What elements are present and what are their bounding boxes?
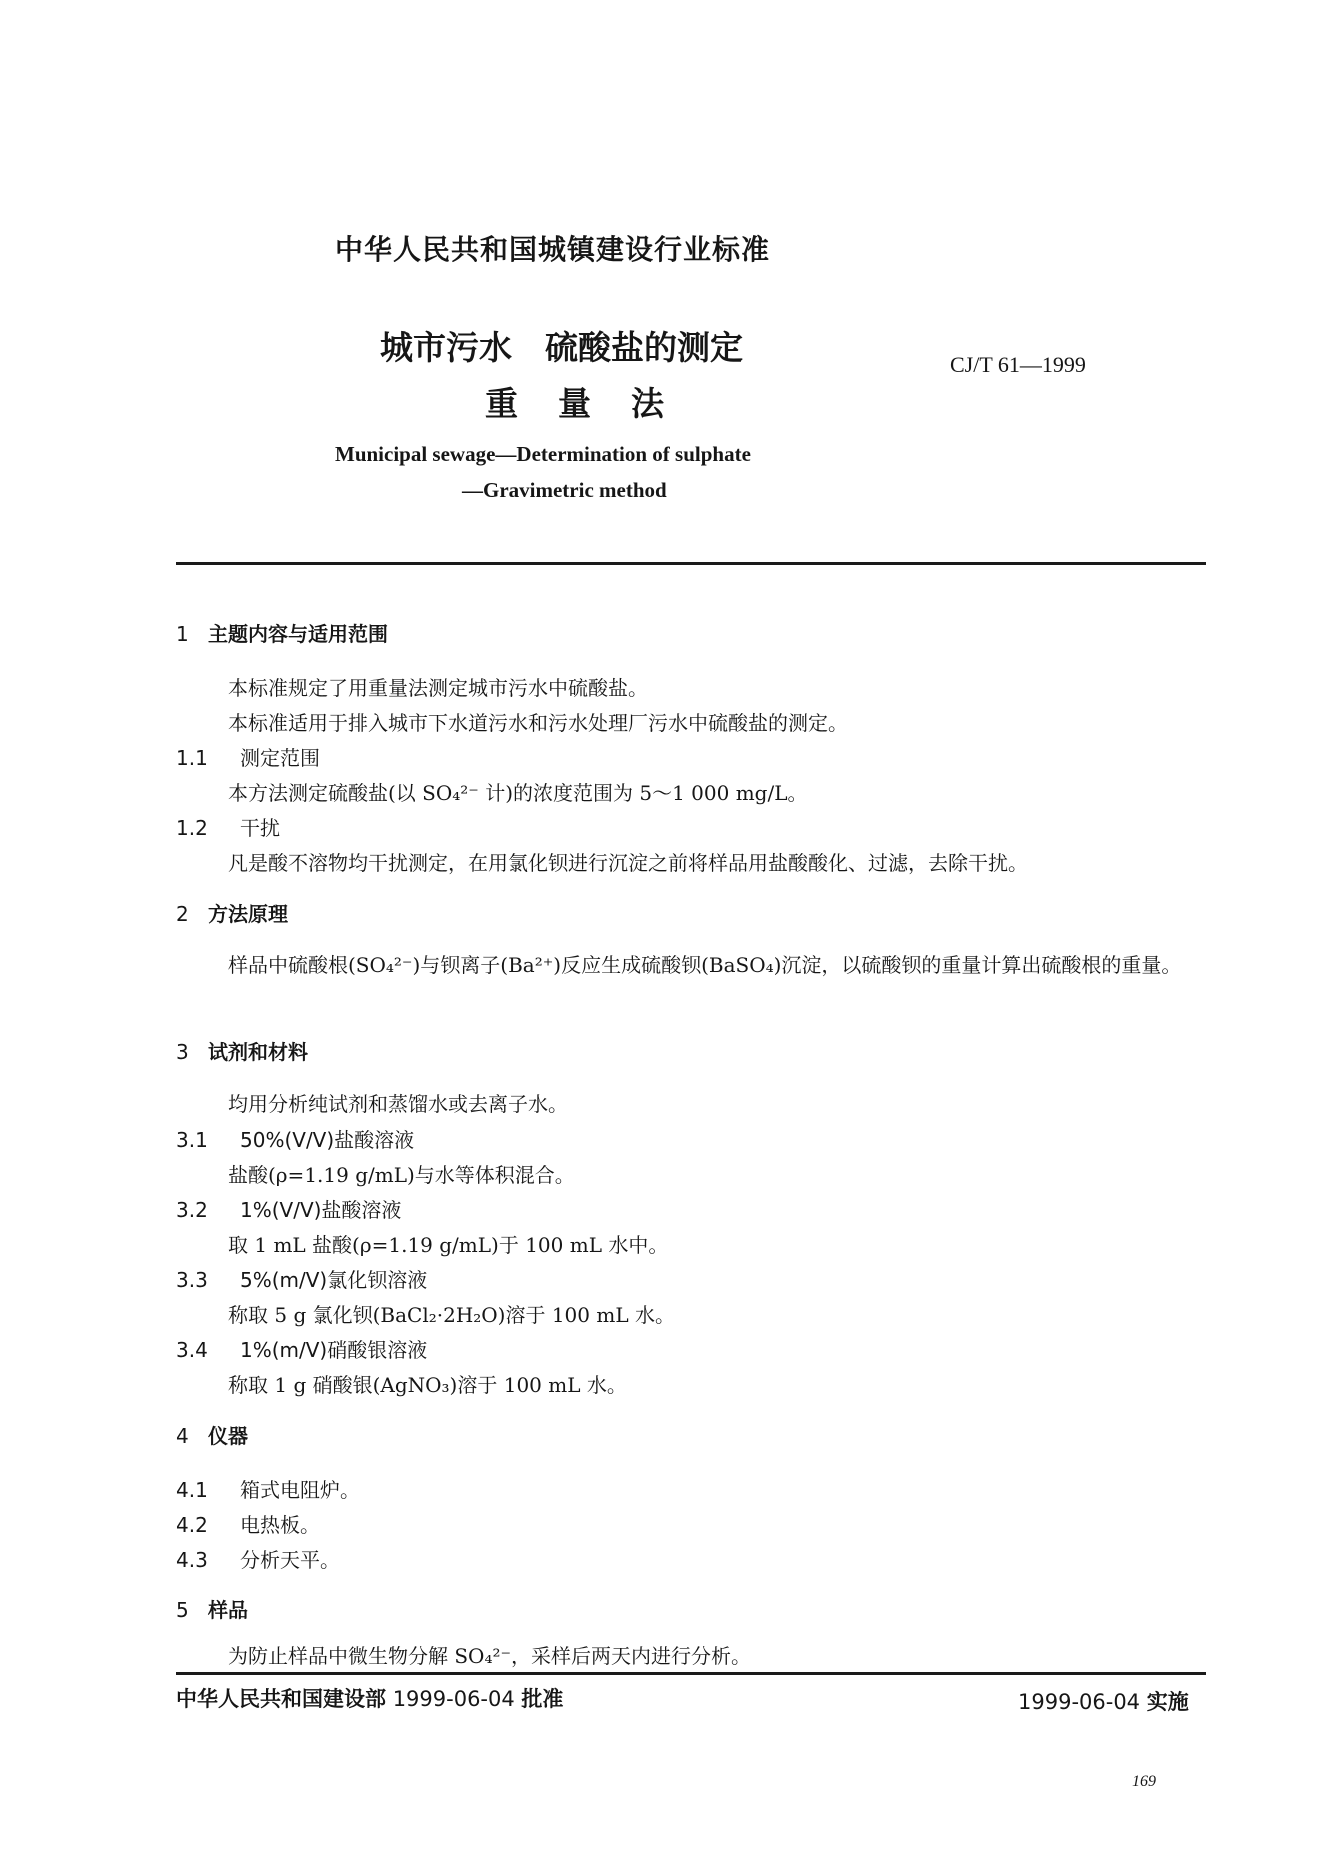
section-2-heading	[176, 898, 288, 927]
subsection-4-1	[176, 1474, 360, 1503]
paragraph: 称取 1 g 硝酸银(AgNO₃)溶于 100 mL 水。	[228, 1373, 627, 1397]
subsection-3-2-heading	[176, 1194, 401, 1223]
paragraph: 本标准适用于排入城市下水道污水和污水处理厂污水中硫酸盐的测定。	[228, 711, 848, 735]
section-title: 仪器	[208, 1424, 248, 1448]
standard-type-heading: 中华人民共和国城镇建设行业标准	[335, 233, 771, 266]
subsection-title: 1%(V/V)盐酸溶液	[240, 1198, 402, 1222]
english-title-line-1: Municipal sewage—Determination of sulphate	[335, 442, 751, 466]
subsection-1-2-heading	[176, 812, 280, 841]
subsection-number: 4.2	[176, 1513, 208, 1537]
section-number: 5	[176, 1598, 189, 1622]
subsection-3-4-heading	[176, 1334, 427, 1363]
section-title: 方法原理	[208, 902, 288, 926]
approve-label: 批准	[521, 1687, 564, 1711]
section-3-heading	[176, 1036, 308, 1065]
page-number: 169	[1132, 1773, 1156, 1790]
subsection-number: 3.2	[176, 1198, 208, 1222]
subsection-text: 分析天平。	[240, 1548, 340, 1572]
subsection-text: 箱式电阻炉。	[240, 1478, 360, 1502]
subsection-number: 3.1	[176, 1128, 208, 1152]
subsection-1-1-heading	[176, 742, 320, 771]
paragraph: 样品中硫酸根(SO₄²⁻)与钡离子(Ba²⁺)反应生成硫酸钡(BaSO₄)沉淀，以硫酸钡的重量计算出硫酸根的重量。	[228, 953, 1182, 977]
subsection-number: 3.3	[176, 1268, 208, 1292]
issuer: 中华人民共和国建设部	[176, 1687, 386, 1711]
approve-date: 1999-06-04	[392, 1687, 515, 1711]
effective-date: 1999-06-04	[1018, 1690, 1141, 1714]
subsection-text: 电热板。	[240, 1513, 320, 1537]
subsection-number: 1.2	[176, 816, 208, 840]
section-4-heading	[176, 1420, 248, 1449]
title-line-2: 重量法	[485, 384, 704, 423]
paragraph: 凡是酸不溶物均干扰测定，在用氯化钡进行沉淀之前将样品用盐酸酸化、过滤，去除干扰。	[228, 851, 1028, 875]
section-1-heading	[176, 618, 388, 647]
subsection-4-2	[176, 1509, 320, 1538]
english-title-line-2: —Gravimetric method	[462, 478, 667, 502]
paragraph: 本方法测定硫酸盐(以 SO₄²⁻ 计)的浓度范围为 5～1 000 mg/L。	[228, 781, 808, 805]
paragraph: 取 1 mL 盐酸(ρ=1.19 g/mL)于 100 mL 水中。	[228, 1233, 669, 1257]
paragraph: 称取 5 g 氯化钡(BaCl₂·2H₂O)溶于 100 mL 水。	[228, 1303, 675, 1327]
paragraph: 均用分析纯试剂和蒸馏水或去离子水。	[228, 1092, 568, 1116]
subsection-number: 1.1	[176, 746, 208, 770]
subsection-title: 测定范围	[240, 746, 320, 770]
subsection-title: 1%(m/V)硝酸银溶液	[240, 1338, 428, 1362]
subsection-title: 5%(m/V)氯化钡溶液	[240, 1268, 428, 1292]
subsection-number: 4.3	[176, 1548, 208, 1572]
header-divider	[176, 562, 1206, 565]
effective-line	[1018, 1686, 1189, 1716]
subsection-4-3	[176, 1544, 340, 1573]
section-title: 试剂和材料	[208, 1040, 308, 1064]
subsection-3-3-heading	[176, 1264, 427, 1293]
section-5-heading	[176, 1594, 248, 1623]
approval-line	[176, 1683, 563, 1713]
paragraph: 本标准规定了用重量法测定城市污水中硫酸盐。	[228, 676, 648, 700]
subsection-number: 3.4	[176, 1338, 208, 1362]
subsection-title: 50%(V/V)盐酸溶液	[240, 1128, 415, 1152]
paragraph: 为防止样品中微生物分解 SO₄²⁻，采样后两天内进行分析。	[228, 1644, 752, 1668]
title-line-1: 城市污水 硫酸盐的测定	[380, 328, 743, 367]
section-title: 样品	[208, 1598, 248, 1622]
section-number: 2	[176, 902, 189, 926]
standard-code: CJ/T 61—1999	[950, 352, 1086, 377]
section-title: 主题内容与适用范围	[208, 622, 388, 646]
paragraph: 盐酸(ρ=1.19 g/mL)与水等体积混合。	[228, 1163, 575, 1187]
effective-label: 实施	[1146, 1690, 1189, 1714]
section-number: 4	[176, 1424, 189, 1448]
subsection-3-1-heading	[176, 1124, 414, 1153]
subsection-number: 4.1	[176, 1478, 208, 1502]
section-number: 1	[176, 622, 189, 646]
subsection-title: 干扰	[240, 816, 280, 840]
footer-divider	[176, 1672, 1206, 1675]
section-number: 3	[176, 1040, 189, 1064]
